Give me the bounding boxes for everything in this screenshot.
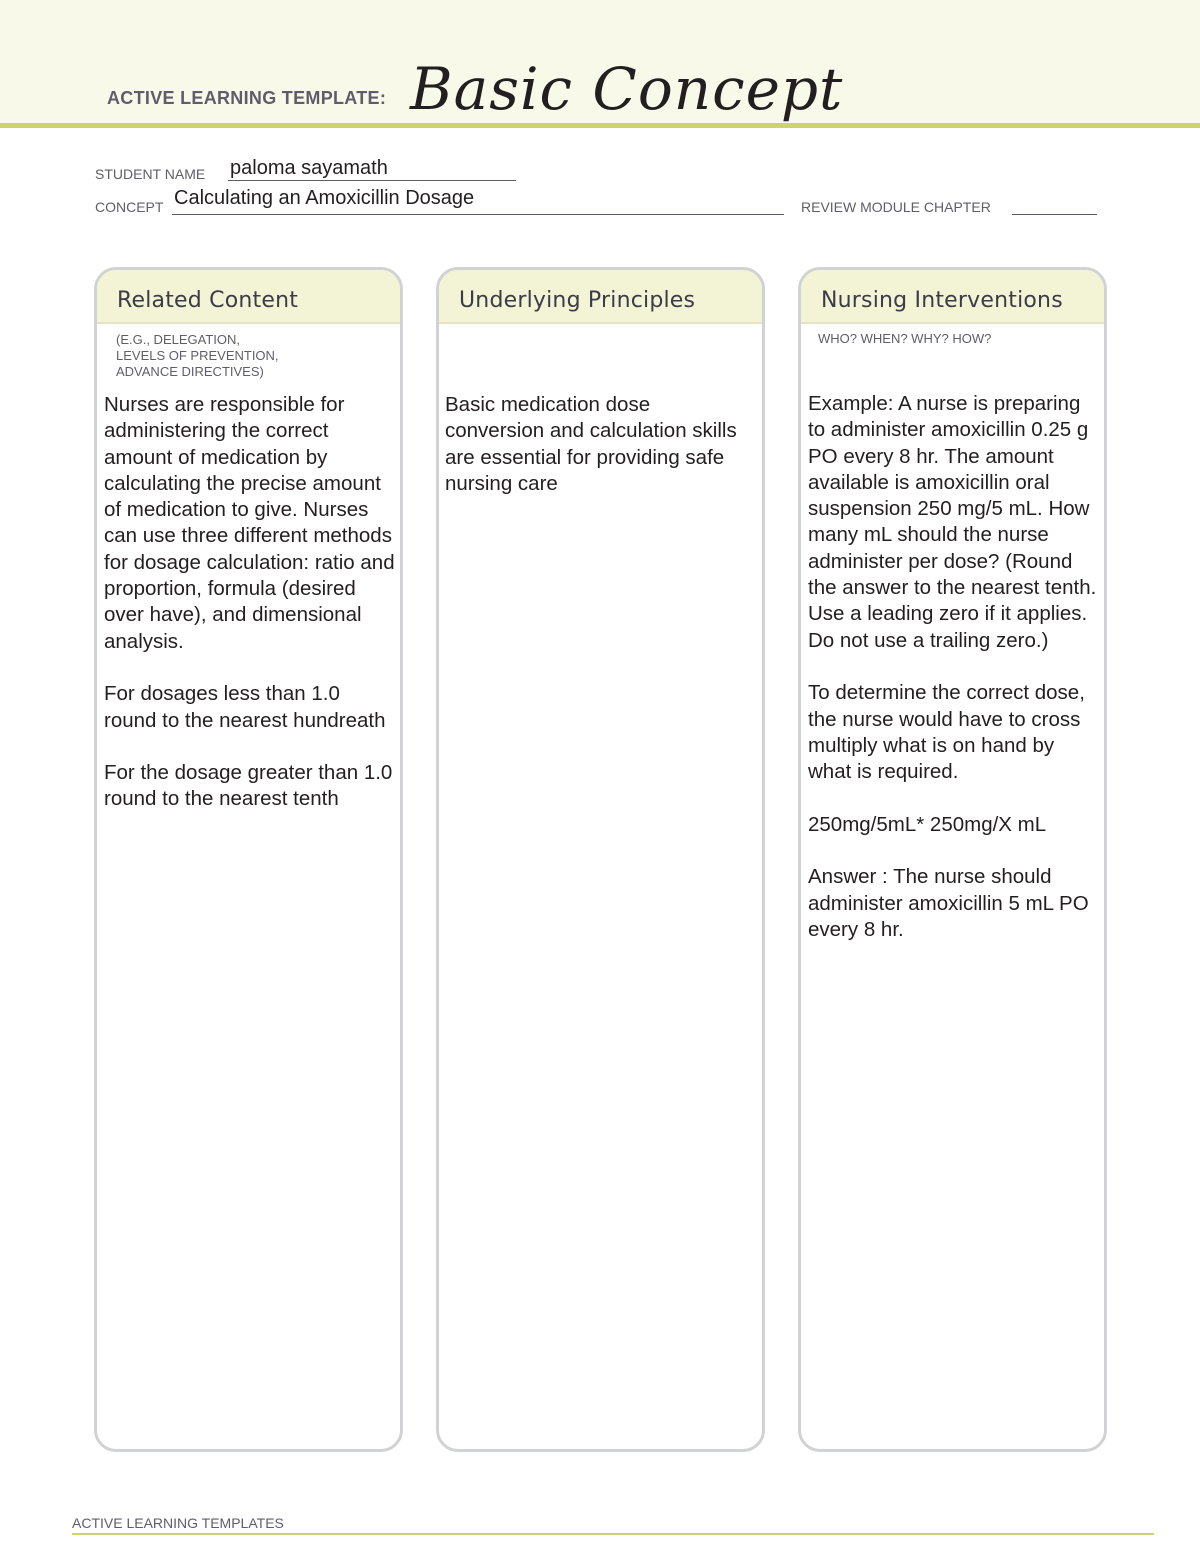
related-content-hint (116, 332, 279, 380)
nursing-interventions-hint: WHO? WHEN? WHY? HOW? (818, 331, 992, 346)
page-title: Basic Concept (410, 55, 844, 123)
related-content-body[interactable] (104, 392, 396, 839)
body-paragraph: Nurses are responsible for administering the correct amount of medication by calculating the precise amount of medication to give. Nurses can use three different methods for dosage calculation: ratio and proportion, formula (desired over have), and dimensional analysis. (104, 393, 395, 653)
underlying-principles-title: Underlying Principles (459, 288, 696, 313)
template-label: ACTIVE LEARNING TEMPLATE: (107, 88, 387, 108)
related-content-panel (94, 267, 403, 1452)
related-content-title: Related Content (117, 288, 299, 313)
concept-label: CONCEPT (95, 199, 164, 215)
header-divider (0, 123, 1200, 128)
underlying-principles-header (439, 270, 762, 324)
student-name-label: STUDENT NAME (95, 166, 206, 182)
review-module-underline (1012, 196, 1097, 215)
body-paragraph: Basic medication dose conversion and calculation skills are essential for providing safe nursing care (445, 393, 737, 495)
body-paragraph: 250mg/5mL* 250mg/X mL (808, 812, 1047, 836)
body-paragraph: Answer : The nurse should administer amoxicillin 5 mL PO every 8 hr. (808, 865, 1089, 941)
body-paragraph: For dosages less than 1.0 round to the nearest hundreath (104, 682, 386, 732)
body-paragraph: For the dosage greater than 1.0 round to the nearest tenth (104, 761, 393, 811)
underlying-principles-body[interactable] (445, 392, 745, 523)
hint-line: (E.G., DELEGATION, (116, 332, 241, 347)
student-name-field[interactable]: paloma sayamath (230, 157, 388, 179)
body-paragraph: Example: A nurse is preparing to administer amoxicillin 0.25 g PO every 8 hr. The amount available is amoxicillin oral suspension 250 mg/5 mL. How many mL should the nurse administer per dose? (Round the answer to the nearest tenth. Use a leading zero if it applies. Do not use a trailing zero.) (808, 392, 1097, 652)
nursing-interventions-header (801, 270, 1104, 324)
nursing-interventions-title: Nursing Interventions (821, 288, 1063, 313)
related-content-header (97, 270, 400, 324)
concept-field[interactable]: Calculating an Amoxicillin Dosage (174, 187, 475, 209)
nursing-interventions-body[interactable] (808, 391, 1101, 970)
review-module-label: REVIEW MODULE CHAPTER (801, 199, 991, 215)
underlying-principles-panel (436, 267, 765, 1452)
hint-line: ADVANCE DIRECTIVES) (116, 364, 264, 379)
nursing-interventions-panel (798, 267, 1107, 1452)
footer-label: ACTIVE LEARNING TEMPLATES (72, 1515, 284, 1531)
footer-divider (72, 1533, 1154, 1535)
hint-line: LEVELS OF PREVENTION, (116, 348, 279, 363)
body-paragraph: To determine the correct dose, the nurse would have to cross multiply what is on hand by what is required. (808, 681, 1085, 784)
